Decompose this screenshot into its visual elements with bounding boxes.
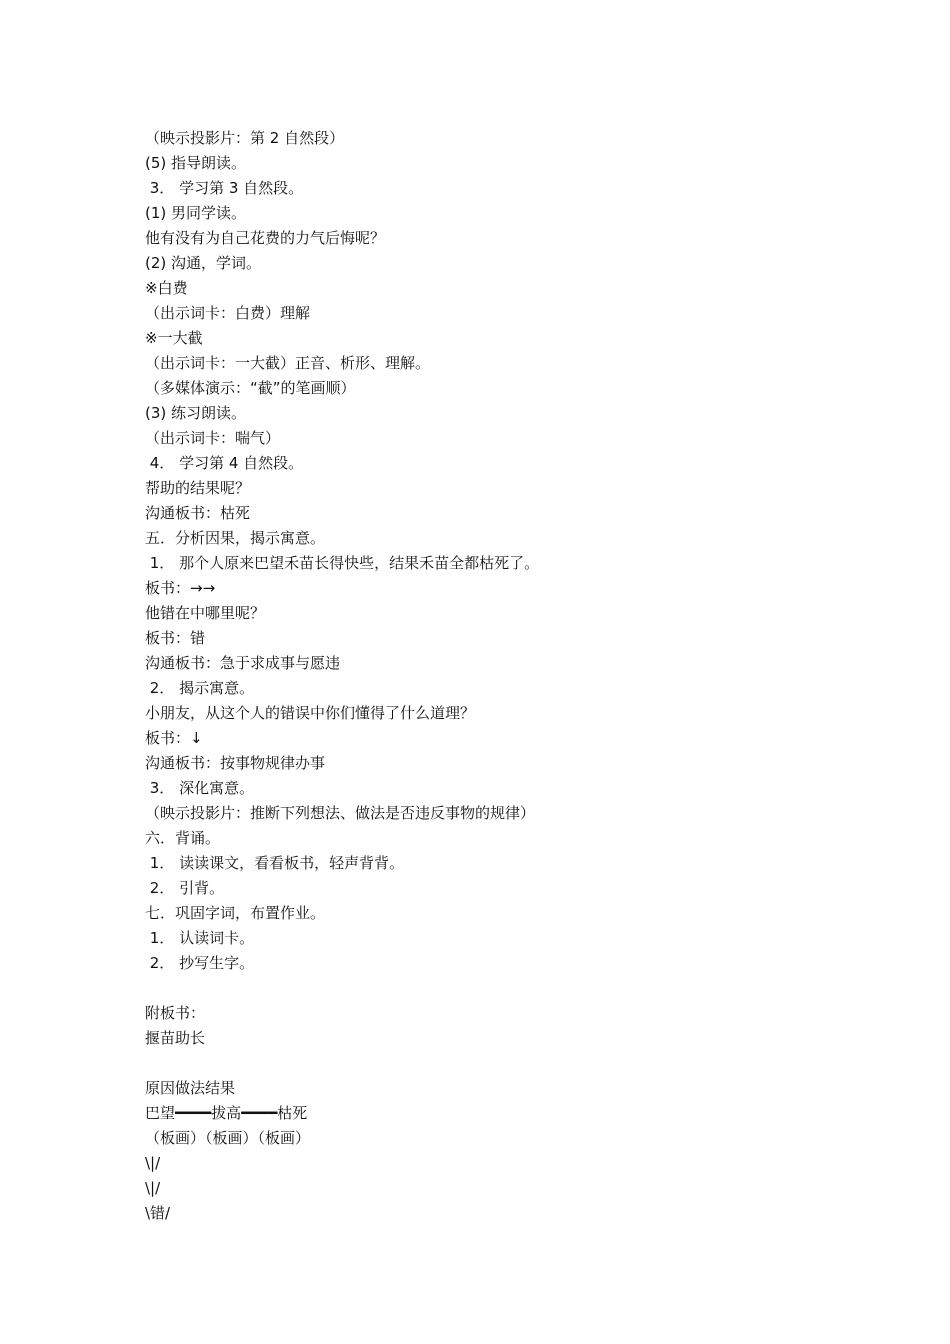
- text-line: ※白费: [145, 279, 188, 297]
- text-line: （映示投影片：第 2 自然段）: [145, 129, 345, 147]
- text-line: (2) 沟通，学词。: [145, 254, 262, 272]
- board-line: 巴望━━━━拔高━━━━枯死: [145, 1104, 308, 1122]
- text-line: 1． 那个人原来巴望禾苗长得快些，结果禾苗全都枯死了。: [145, 554, 540, 572]
- blank-line: [145, 976, 905, 1001]
- board-line: \|/: [145, 1179, 161, 1197]
- text-line: (1) 男同学读。: [145, 204, 247, 222]
- text-line: 小朋友，从这个人的错误中你们懂得了什么道理？: [145, 704, 476, 722]
- text-line: 板书：→→: [145, 579, 216, 597]
- text-line: （多媒体演示：“截”的笔画顺）: [145, 379, 356, 397]
- text-line: 沟通板书：急于求成事与愿违: [145, 654, 341, 672]
- text-line: 帮助的结果呢？: [145, 479, 251, 497]
- text-line: ※一大截: [145, 329, 203, 347]
- section-heading: 七．巩固字词，布置作业。: [145, 904, 326, 922]
- text-line: 他有没有为自己花费的力气后悔呢？: [145, 229, 386, 247]
- text-line: 1． 认读词卡。: [145, 929, 255, 947]
- board-line: \|/: [145, 1154, 161, 1172]
- section-heading: 六．背诵。: [145, 829, 221, 847]
- text-line: 2． 抄写生字。: [145, 954, 255, 972]
- text-line: 2． 揭示寓意。: [145, 679, 255, 697]
- lesson-plan-text: [145, 126, 905, 1226]
- text-line: 沟通板书：枯死: [145, 504, 251, 522]
- blank-line: [145, 1051, 905, 1076]
- text-line: 3． 学习第 3 自然段。: [145, 179, 304, 197]
- board-heading: 附板书：: [145, 1004, 206, 1022]
- board-line: 原因做法结果: [145, 1079, 236, 1097]
- text-line: （映示投影片：推断下列想法、做法是否违反事物的规律）: [145, 804, 536, 822]
- board-line: （板画）（板画）（板画）: [145, 1129, 311, 1147]
- board-line: \错/: [145, 1204, 171, 1222]
- text-line: 1． 读读课文，看看板书，轻声背背。: [145, 854, 405, 872]
- board-title: 揠苗助长: [145, 1029, 206, 1047]
- text-line: 2． 引背。: [145, 879, 225, 897]
- section-heading: 五．分析因果，揭示寓意。: [145, 529, 326, 547]
- text-line: 沟通板书：按事物规律办事: [145, 754, 326, 772]
- text-line: （出示词卡：一大截）正音、析形、理解。: [145, 354, 431, 372]
- text-line: (5) 指导朗读。: [145, 154, 247, 172]
- text-line: (3) 练习朗读。: [145, 404, 247, 422]
- text-line: （出示词卡：喘气）: [145, 429, 281, 447]
- text-line: 板书：↓: [145, 729, 203, 747]
- text-line: （出示词卡：白费）理解: [145, 304, 311, 322]
- text-line: 3． 深化寓意。: [145, 779, 255, 797]
- text-line: 4． 学习第 4 自然段。: [145, 454, 304, 472]
- text-line: 板书：错: [145, 629, 206, 647]
- text-line: 他错在中哪里呢？: [145, 604, 266, 622]
